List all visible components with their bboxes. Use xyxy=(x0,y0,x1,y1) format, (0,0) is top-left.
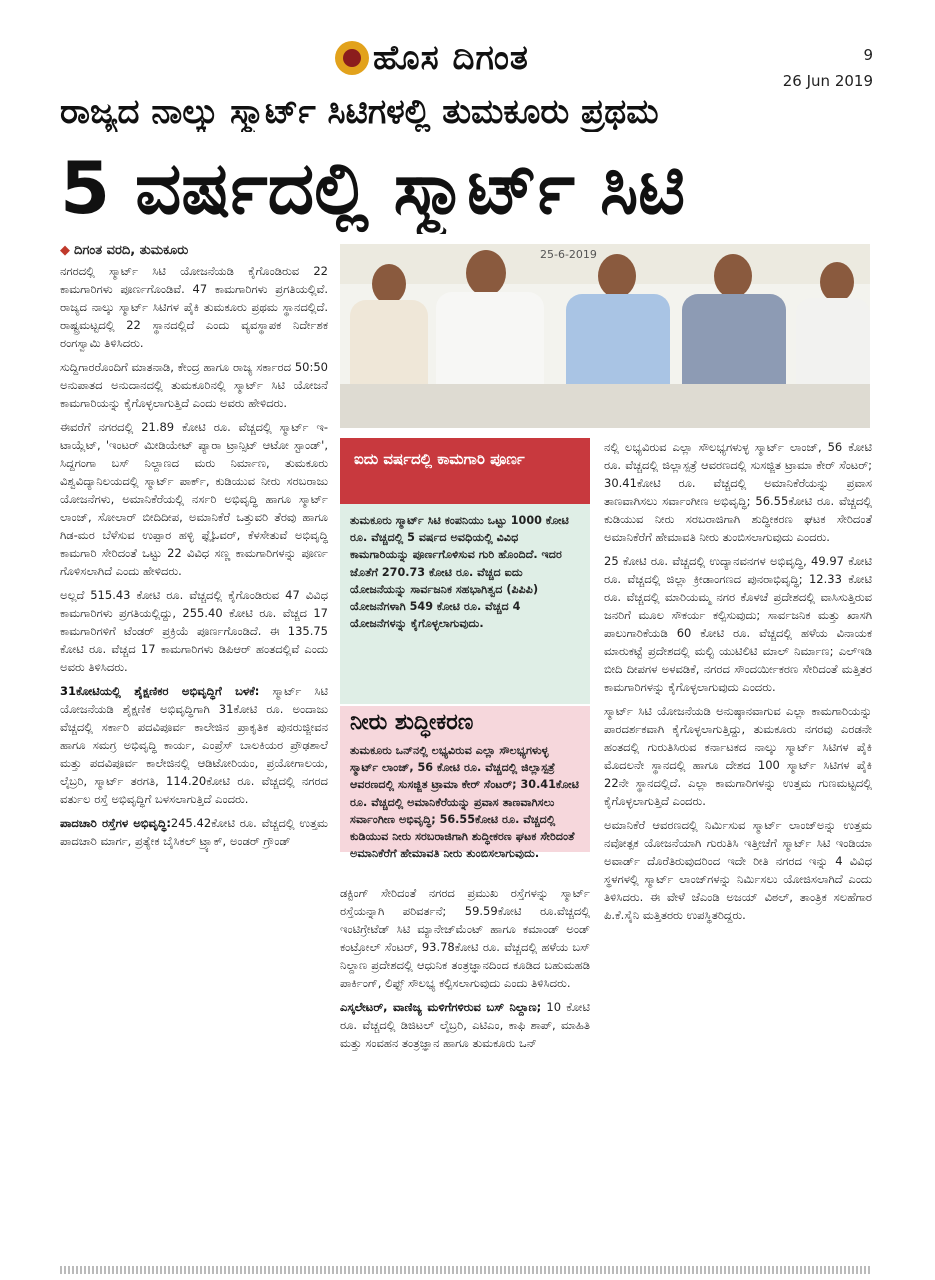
section-text: 245.42ಕೋಟಿ ರೂ. ವೆಚ್ಚದಲ್ಲಿ ಉತ್ತಮ ಪಾದಚಾರಿ ಮಾರ್ಗ, ಪ್ರತ್ಯೇಕ ಬೈಸಿಕಲ್ ಟ್ರ್ಯಾಕ್, ಅಂಡರ್ ಗ್ರೌಂಡ್ xyxy=(60,816,328,848)
section xyxy=(60,682,328,808)
box-title: ನೀರು ಶುದ್ಧೀಕರಣ xyxy=(340,706,590,742)
paragraph: ಅಮಾನಿಕೆರೆ ಆವರಣದಲ್ಲಿ ನಿರ್ಮಿಸುವ ಸ್ಮಾರ್ಟ್ ಲಾಂಜ್‌ಅನ್ನು ಉತ್ತಮ ನವೋತ್ಪಕ ಯೋಜನೆಯಾಗಿ ಗುರುತಿಸಿ ಇತ್ತೀಚೆಗೆ ಸ್ಮಾರ್ಟ್ ಸಿಟಿ ಇಂಡಿಯಾ ಅವಾರ್ಡ್ ದೊರೆತಿರುವುದರಿಂದ ಇದೇ ರೀತಿ ನಗರದ ಇನ್ನು 4 ವಿವಿಧ ಸ್ಥಳಗಳಲ್ಲಿ ಸ್ಮಾರ್ಟ್ ಲಾಂಜ್‌ಗಳನ್ನು ನಿರ್ಮಿಸಲು ಯೋಜಿಸಲಾಗಿದೆ ಎಂದು ತಿಳಿಸಿದರು. ಈ ವೇಳೆ ಜೆಎಂಡಿ ಅಜಯ್ ವಿಠಲ್, ತಾಂತ್ರಿಕ ಸಲಹೆಗಾರ ಪಿ.ಕೆ.ಸೈನಿ ಮತ್ತಿತರರು ಉಪಸ್ಥಿತರಿದ್ದರು. xyxy=(604,818,872,922)
subheadline: ರಾಜ್ಯದ ನಾಲ್ಕು ಸ್ಮಾರ್ಟ್ ಸಿಟಿಗಳಲ್ಲಿ ತುಮಕೂರು ಪ್ರಥಮ xyxy=(60,92,659,132)
page-border xyxy=(60,1266,872,1274)
paragraph: ಡಕ್ಟಿಂಗ್ ಸೇರಿದಂತೆ ನಗರದ ಪ್ರಮುಖ ರಸ್ತೆಗಳನ್ನು ಸ್ಮಾರ್ಟ್ ರಸ್ತೆಯನ್ನಾಗಿ ಪರಿವರ್ತನೆ; 59.59ಕೋಟಿ ರೂ.ವೆಚ್ಚದಲ್ಲಿ ಇಂಟಿಗ್ರೇಟೆಡ್ ಸಿಟಿ ಮ್ಯಾನೇಜ್‌ಮೆಂಟ್ ಹಾಗೂ ಕಮಾಂಡ್ ಅಂಡ್ ಕಂಟ್ರೋಲ್ ಸೆಂಟರ್, 93.78ಕೋಟಿ ರೂ. ವೆಚ್ಚದಲ್ಲಿ ಹಳೆಯ ಬಸ್ ನಿಲ್ದಾಣ ಪ್ರದೇಶದಲ್ಲಿ ಆಧುನಿಕ ತಂತ್ರಜ್ಞಾನದಿಂದ ಕೂಡಿದ ಬಹುಮಹಡಿ ಪಾರ್ಕಿಂಗ್, ಲಿಫ್ಟ್ ಸೌಲಭ್ಯ ಕಲ್ಪಿಸಲಾಗುವುದು ಎಂದು ತಿಳಿಸಿದರು. xyxy=(340,886,590,990)
byline xyxy=(60,243,188,258)
newspaper-name: ಹೊಸ ದಿಗಂತ xyxy=(373,38,529,78)
article-column-3 xyxy=(604,438,872,930)
bullet-icon: ◆ xyxy=(60,243,70,258)
highlight-box-pink: ತುಮಕೂರು ಒನ್‌ನಲ್ಲಿ ಲಭ್ಯವಿರುವ ಎಲ್ಲಾ ಸೌಲಭ್ಯಗಳುಳ್ಳ ಸ್ಮಾರ್ಟ್ ಲಾಂಜ್, 56 ಕೋಟಿ ರೂ. ವೆಚ್ಚದಲ್ಲಿ ಜಿಲ್ಲಾಸ್ಪತ್ರೆ ಆವರಣದಲ್ಲಿ ಸುಸಜ್ಜಿತ ಟ್ರಾಮಾ ಕೇರ್ ಸೆಂಟರ್; 30.41ಕೋಟಿ ರೂ. ವೆಚ್ಚದಲ್ಲಿ ಅಮಾನಿಕೆರೆಯನ್ನು ಪ್ರವಾಸ ತಾಣವಾಗಿಸಲು ಸರ್ವಾಂಗೀಣ ಅಭಿವೃದ್ಧಿ; 56.55ಕೋಟಿ ರೂ. ವೆಚ್ಚದಲ್ಲಿ ಕುಡಿಯುವ ನೀರು ಸರಬರಾಜಿಗಾಗಿ ಶುದ್ಧೀಕರಣ ಘಟಕ ಸೇರಿದಂತೆ ಅಮಾನಿಕೆರೆಗೆ ಹೇಮಾವತಿ ನೀರು ತುಂಬಿಸಲಾಗುವುದು. xyxy=(340,742,590,852)
section-title: ಪಾದಚಾರಿ ರಸ್ತೆಗಳ ಅಭಿವೃದ್ಧಿ: xyxy=(60,816,171,830)
paragraph: ನಗರದಲ್ಲಿ ಸ್ಮಾರ್ಟ್ ಸಿಟಿ ಯೋಜನೆಯಡಿ ಕೈಗೊಂಡಿರುವ 22 ಕಾಮಗಾರಿಗಳು ಪೂರ್ಣಗೊಂಡಿವೆ. 47 ಕಾಮಗಾರಿಗಳು ಪ್ರಗತಿಯಲ್ಲಿವೆ. ರಾಜ್ಯದ ನಾಲ್ಕು ಸ್ಮಾರ್ಟ್ ಸಿಟಿಗಳ ಪೈಕಿ ತುಮಕೂರು ಪ್ರಥಮ ಸ್ಥಾನದಲ್ಲಿದೆ. ರಾಷ್ಟ್ರಮಟ್ಟದಲ್ಲಿ 22 ಸ್ಥಾನದಲ್ಲಿದೆ ಎಂದು ವ್ಯವಸ್ಥಾಪಕ ನಿರ್ದೇಶಕ ರಂಗಸ್ವಾಮಿ ತಿಳಿಸಿದರು. xyxy=(60,264,328,350)
emblem-icon xyxy=(335,41,369,75)
box-title: ಐದು ವರ್ಷದಲ್ಲಿ ಕಾಮಗಾರಿ ಪೂರ್ಣ xyxy=(340,438,590,504)
photo-banner-date: 25-6-2019 xyxy=(540,248,597,261)
press-meet-photo xyxy=(340,244,870,428)
article-column-2 xyxy=(340,884,590,1058)
article-column-1 xyxy=(60,262,328,856)
masthead xyxy=(0,34,935,90)
section xyxy=(60,814,328,850)
paragraph: ಸ್ಮಾರ್ಟ್ ಸಿಟಿ ಯೋಜನೆಯಡಿ ಅನುಷ್ಠಾನವಾಗುವ ಎಲ್ಲಾ ಕಾಮಗಾರಿಯನ್ನು ಪಾರದರ್ಶಕವಾಗಿ ಕೈಗೊಳ್ಳಲಾಗುತ್ತಿದ್ದು, ತುಮಕೂರು ನಗರವು ಎರಡನೇ ಹಂತದಲ್ಲಿ ಗುರುತಿಸಿರುವ ಕರ್ನಾಟಕದ ನಾಲ್ಕು ಸ್ಮಾರ್ಟ್ ಸಿಟಿಗಳ ಪೈಕಿ ಮೊದಲನೇ ಸ್ಥಾನದಲ್ಲಿ ಹಾಗೂ ದೇಶದ 100 ಸ್ಮಾರ್ಟ್ ಸಿಟಿಗಳ ಪೈಕಿ 22ನೇ ಸ್ಥಾನದಲ್ಲಿದೆ. ಎಲ್ಲಾ ಕಾಮಗಾರಿಗಳನ್ನು ಉತ್ತಮ ಗುಣಮಟ್ಟದಲ್ಲಿ ಕೈಗೊಳ್ಳಲಾಗುತ್ತಿದೆ ಎಂದರು. xyxy=(604,704,872,808)
newspaper-logo xyxy=(335,38,529,78)
headline: 5 ವರ್ಷದಲ್ಲಿ ಸ್ಮಾರ್ಟ್ ಸಿಟಿ xyxy=(60,146,686,230)
paragraph: ಸುದ್ದಿಗಾರರೊಂದಿಗೆ ಮಾತನಾಡಿ, ಕೇಂದ್ರ ಹಾಗೂ ರಾಜ್ಯ ಸರ್ಕಾರದ 50:50 ಅನುಪಾತದ ಅನುದಾನದಲ್ಲಿ ತುಮಕೂರಿನಲ್ಲಿ ಸ್ಮಾರ್ಟ್ ಸಿಟಿ ಯೋಜನೆ ಕಾಮಗಾರಿಯನ್ನು ಕೈಗೊಳ್ಳಲಾಗುತ್ತಿದೆ ಎಂದು ಅವರು ಹೇಳಿದರು. xyxy=(60,360,328,410)
section-title: ಎಸ್ಕಲೇಟರ್, ವಾಣಿಜ್ಯ ಮಳಿಗೆಗಳಿರುವ ಬಸ್ ನಿಲ್ದಾಣ; xyxy=(340,1000,542,1014)
photo-table xyxy=(340,384,870,428)
section-title: 31ಕೋಟಿಯಲ್ಲಿ ಶೈಕ್ಷಣಿಕರ ಅಭಿವೃದ್ಧಿಗೆ ಬಳಕೆ: xyxy=(60,684,260,698)
highlight-box-green: ತುಮಕೂರು ಸ್ಮಾರ್ಟ್ ಸಿಟಿ ಕಂಪನಿಯು ಒಟ್ಟು 1000 ಕೋಟಿ ರೂ. ವೆಚ್ಚದಲ್ಲಿ 5 ವರ್ಷದ ಅವಧಿಯಲ್ಲಿ ವಿವಿಧ ಕಾಮಗಾರಿಯನ್ನು ಪೂರ್ಣಗೊಳಿಸುವ ಗುರಿ ಹೊಂದಿದೆ. ಇದರ ಜೊತೆಗೆ 270.73 ಕೋಟಿ ರೂ. ವೆಚ್ಚದ ಐದು ಯೋಜನೆಯನ್ನು ಸಾರ್ವಜನಿಕ ಸಹಭಾಗಿತ್ವದ (ಪಿಪಿಪಿ) ಯೋಜನೆಗಳಾಗಿ 549 ಕೋಟಿ ರೂ. ವೆಚ್ಚದ 4 ಯೋಜನೆಗಳನ್ನು ಕೈಗೊಳ್ಳಲಾಗುವುದು. xyxy=(340,504,590,704)
paragraph: ನಲ್ಲಿ ಲಭ್ಯವಿರುವ ಎಲ್ಲಾ ಸೌಲಭ್ಯಗಳುಳ್ಳ ಸ್ಮಾರ್ಟ್ ಲಾಂಜ್, 56 ಕೋಟಿ ರೂ. ವೆಚ್ಚದಲ್ಲಿ ಜಿಲ್ಲಾಸ್ಪತ್ರೆ ಆವರಣದಲ್ಲಿ ಸುಸಜ್ಜಿತ ಟ್ರಾಮಾ ಕೇರ್ ಸೆಂಟರ್; 30.41ಕೋಟಿ ರೂ. ವೆಚ್ಚದಲ್ಲಿ ಅಮಾನಿಕೆರೆಯನ್ನು ಪ್ರವಾಸ ತಾಣವಾಗಿಸಲು ಸರ್ವಾಂಗೀಣ ಅಭಿವೃದ್ಧಿ; 56.55ಕೋಟಿ ರೂ. ವೆಚ್ಚದಲ್ಲಿ ಕುಡಿಯುವ ನೀರು ಸರಬರಾಜಿಗಾಗಿ ಶುದ್ಧೀಕರಣ ಘಟಕ ಸೇರಿದಂತೆ ಅಮಾನಿಕೆರೆಗೆ ಹೇಮಾವತಿ ನೀರು ತುಂಬಿಸಲಾಗುವುದು ಎಂದರು. xyxy=(604,440,872,544)
page-number: 9 xyxy=(863,46,873,64)
page-date: 26 Jun 2019 xyxy=(782,72,873,90)
byline-text: ದಿಗಂತ ವರದಿ, ತುಮಕೂರು xyxy=(74,243,189,258)
section-text: 10 ಕೋಟಿ ರೂ. ವೆಚ್ಚದಲ್ಲಿ ಡಿಜಿಟಲ್ ಲೈಬ್ರರಿ, ಎಟಿಎಂ, ಕಾಫಿ ಶಾಪ್, ಮಾಹಿತಿ ಮತ್ತು ಸಂವಹನ ತಂತ್ರಜ್ಞಾನ ಹಾಗೂ ತುಮಕೂರು ಒನ್ xyxy=(340,1000,591,1050)
paragraph: ಈವರೆಗೆ ನಗರದಲ್ಲಿ 21.89 ಕೋಟಿ ರೂ. ವೆಚ್ಚದಲ್ಲಿ ಸ್ಮಾರ್ಟ್ ಇ-ಟಾಯ್ಲೆಟ್, 'ಇಂಟರ್ ಮೀಡಿಯೇಟ್ ಪ್ಯಾರಾ ಟ್ರಾನ್ಸಿಟ್ ಆಟೋ ಸ್ಟಾಂಡ್', ಸಿದ್ದಗಂಗಾ ಬಸ್ ನಿಲ್ದಾಣದ ಮರು ನಿರ್ಮಾಣ, ತುಮಕೂರು ವಿಶ್ವವಿದ್ಯಾನಿಲಯದಲ್ಲಿ ಸ್ಮಾರ್ಟ್ ಪಾರ್ಕ್, ಕುಡಿಯುವ ನೀರು ಸರಬರಾಜು ಯೋಜನೆಗಳು, ಅಮಾನಿಕೆರೆಯಲ್ಲಿ ನರ್ಸರಿ ಅಭಿವೃದ್ಧಿ ಹಾಗೂ ಸ್ಮಾರ್ಟ್ ಲಾಂಜ್, ಸೋಲಾರ್ ಬೀದಿದೀಪ, ಅಮಾನಿಕೆರೆ ಒತ್ತುವರಿ ತೆರವು ಹಾಗೂ ಗಿಡ-ಮರ ಬೆಳೆಸುವ ಉಪ್ಪಾರ ಹಳ್ಳಿ ಫ್ಲೈಓವರ್, ಕೆಳಸೇತುವೆ ಅಭಿವೃದ್ಧಿ ಕಾಮಗಾರಿ ಸೇರಿದಂತೆ ಒಟ್ಟು 22 ವಿವಿಧ ಸಣ್ಣ ಕಾಮಗಾರಿಗಳನ್ನು ಪೂರ್ಣ ಗೊಳಿಸಲಾಗಿದೆ ಎಂದು ಹೇಳಿದರು. xyxy=(60,420,328,578)
section-text: ಸ್ಮಾರ್ಟ್ ಸಿಟಿ ಯೋಜನೆಯಡಿ ಶೈಕ್ಷಣಿಕ ಅಭಿವೃದ್ಧಿಗಾಗಿ 31ಕೋಟಿ ರೂ. ಅಂದಾಜು ವೆಚ್ಚದಲ್ಲಿ ಸರ್ಕಾರಿ ಪದವಿಪೂರ್ವ ಕಾಲೇಜಿನ ಪ್ರಾಕೃತಿಕ ಪುನರುಜ್ಜೀವನ ಹಾಗೂ ಸಮಗ್ರ ಅಭಿವೃದ್ಧಿ ಕಾರ್ಯ, ಎಂಪ್ರೆಸ್ ಬಾಲಕಿಯರ ಪ್ರೌಢಶಾಲೆ ಮತ್ತು ಪದವಿಪೂರ್ವ ಕಾಲೇಜಿನಲ್ಲಿ ಆಡಿಟೋರಿಯಂ, ಪ್ರಯೋಗಾಲಯ, ಲೈಬ್ರರಿ, ಸ್ಮಾರ್ಟ್ ತರಗತಿ, 114.20ಕೋಟಿ ರೂ. ವೆಚ್ಚದಲ್ಲಿ ನಗರದ ವರ್ತುಲ ರಸ್ತೆ ಅಭಿವೃದ್ಧಿಗೆ ಬಳಸಲಾಗುತ್ತಿದೆ ಎಂದರು. xyxy=(60,684,329,806)
paragraph: ಅಲ್ಲದೆ 515.43 ಕೋಟಿ ರೂ. ವೆಚ್ಚದಲ್ಲಿ ಕೈಗೊಂಡಿರುವ 47 ವಿವಿಧ ಕಾಮಗಾರಿಗಳು ಪ್ರಗತಿಯಲ್ಲಿದ್ದು, 255.40 ಕೋಟಿ ರೂ. ವೆಚ್ಚದ 17 ಕಾಮಗಾರಿಗಳಿಗೆ ಟೆಂಡರ್ ಪ್ರಕ್ರಿಯೆ ಪೂರ್ಣಗೊಂಡಿದೆ. ಈ 135.75 ಕೋಟಿ ರೂ. ವೆಚ್ಚದ 17 ಕಾಮಗಾರಿಗಳು ಡಿಪಿಆರ್ ಹಂತದಲ್ಲಿವೆ ಎಂದು ಅವರು ತಿಳಿಸಿದರು. xyxy=(60,588,328,674)
paragraph: 25 ಕೋಟಿ ರೂ. ವೆಚ್ಚದಲ್ಲಿ ಉದ್ಯಾನವನಗಳ ಅಭಿವೃದ್ಧಿ, 49.97 ಕೋಟಿ ರೂ. ವೆಚ್ಚದಲ್ಲಿ ಜಿಲ್ಲಾ ಕ್ರೀಡಾಂಗಣದ ಪುನರಾಭಿವೃದ್ಧಿ; 12.33 ಕೋಟಿ ರೂ. ವೆಚ್ಚದಲ್ಲಿ ಮಾರಿಯಮ್ಮ ನಗರ ಕೊಳಚೆ ಪ್ರದೇಶದಲ್ಲಿ ವಾಸಿಸುತ್ತಿರುವ ಜನರಿಗೆ ಮೂಲ ಸೌಕರ್ಯ ಕಲ್ಪಿಸುವುದು; ಸಾರ್ವಜನಿಕ ಮತ್ತು ಖಾಸಗಿ ಪಾಲುಗಾರಿಕೆಯಡಿ 60 ಕೋಟಿ ರೂ. ವೆಚ್ಚದಲ್ಲಿ ಹಳೆಯ ವಿನಾಯಕ ಮಾರುಕಟ್ಟೆ ಪ್ರದೇಶದಲ್ಲಿ ಮಲ್ಟಿ ಯುಟಿಲಿಟಿ ಮಾಲ್ ನಿರ್ಮಾಣ; ಎಲ್‌ಇಡಿ ಬೀದಿ ದೀಪಗಳ ಅಳವಡಿಕೆ, ನಗರದ ಸೌಂದರ್ಯೀಕರಣ ಸೇರಿದಂತೆ ಮತ್ತಿತರ ಕಾಮಗಾರಿಗಳನ್ನು ಕೈಗೊಳ್ಳಲಾಗುವುದು ಎಂದರು. xyxy=(604,554,872,694)
section xyxy=(340,998,590,1052)
